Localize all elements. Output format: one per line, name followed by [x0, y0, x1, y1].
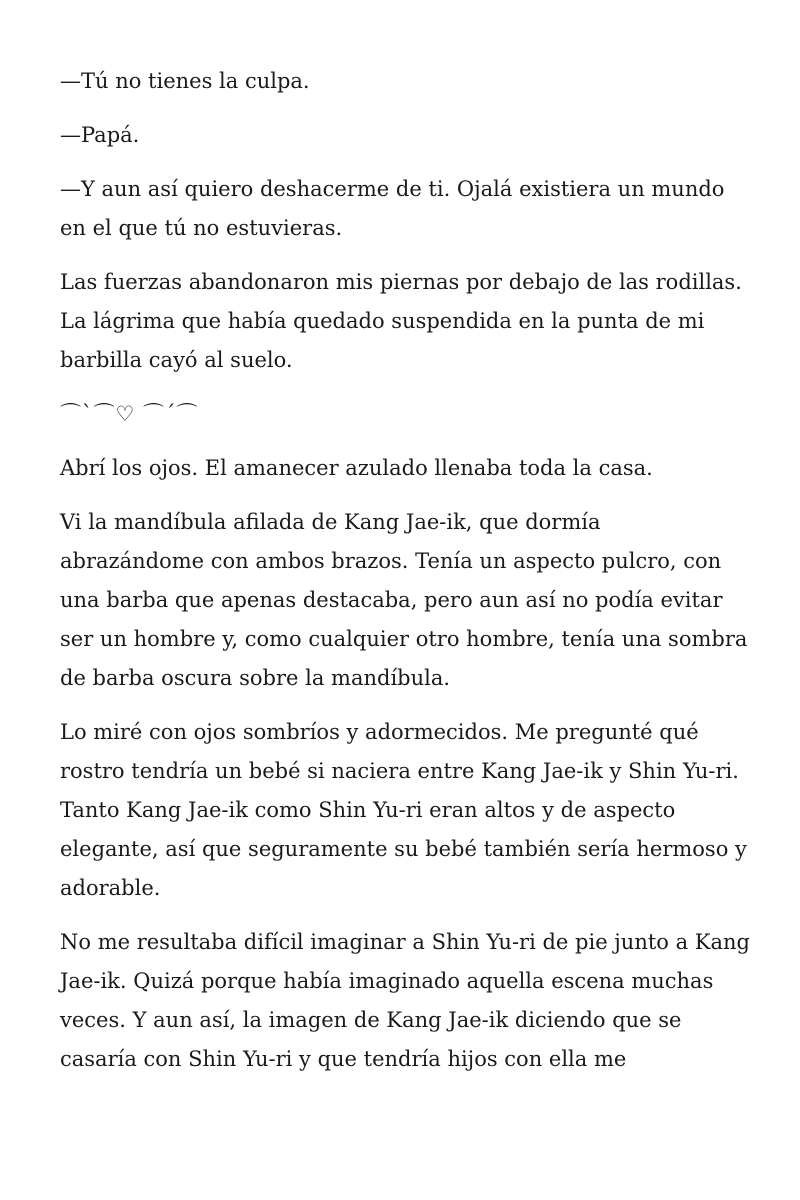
page-content	[60, 62, 750, 1094]
dialogue-line: —Y aun así quiero deshacerme de ti. Ojalá existiera un mundo en el que tú no estuvieras.	[60, 177, 725, 240]
narrative-paragraph: Abrí los ojos. El amanecer azulado llenaba toda la casa.	[60, 456, 653, 480]
scene-break-ornament: ⌒`⌒♡ ⌒´⌒	[60, 402, 199, 426]
narrative-paragraph: Lo miré con ojos sombríos y adormecidos. Me pregunté qué rostro tendría un bebé si naciera entre Kang Jae-ik y Shin Yu-ri. Tanto Kang Jae-ik como Shin Yu-ri eran altos y de aspecto elegante, así que seguramente su bebé también sería hermoso y adorable.	[60, 720, 747, 900]
dialogue-line: —Tú no tienes la culpa.	[60, 69, 310, 93]
narrative-paragraph: Las fuerzas abandonaron mis piernas por debajo de las rodillas. La lágrima que había quedado suspendida en la punta de mi barbilla cayó al suelo.	[60, 270, 742, 372]
dialogue-line: —Papá.	[60, 123, 140, 147]
narrative-paragraph: No me resultaba difícil imaginar a Shin Yu-ri de pie junto a Kang Jae-ik. Quizá porque había imaginado aquella escena muchas veces. Y aun así, la imagen de Kang Jae-ik diciendo que se casaría con Shin Yu-ri y que tendría hijos con ella me	[60, 930, 750, 1071]
narrative-paragraph: Vi la mandíbula afilada de Kang Jae-ik, que dormía abrazándome con ambos brazos. Tenía un aspecto pulcro, con una barba que apenas destacaba, pero aun así no podía evitar ser un hombre y, como cualquier otro hombre, tenía una sombra de barba oscura sobre la mandíbula.	[60, 510, 748, 690]
